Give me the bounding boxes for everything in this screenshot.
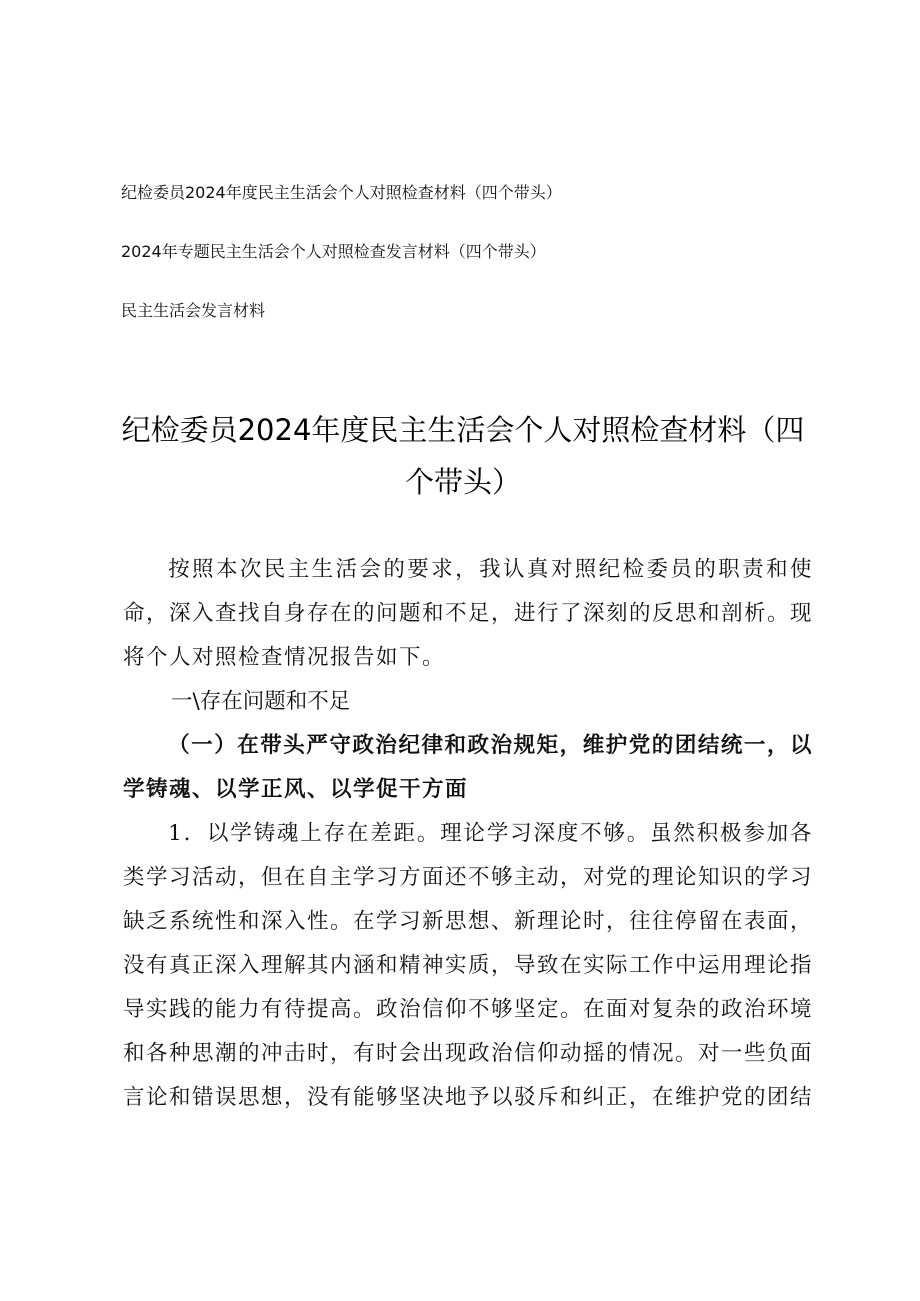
related-document-title: 2024年专题民主生活会个人对照检查发言材料（四个带头） — [121, 242, 546, 261]
body-paragraph: 1．以学铸魂上存在差距。理论学习深度不够。虽然积极参加各类学习活动，但在自主学习方面还不够主动，对党的理论知识的学习缺乏系统性和深入性。在学习新思想、新理论时，往往停留在表面，没有真正深入理解其内涵和精神实质，导致在实际工作中运用理论指导实践的能力有待提高。政治信仰不够坚定。在面对复杂的政治环境和各种思潮的冲击时，有时会出现政治信仰动摇的情况。对一些负面言论和错误思想，没有能够坚决地予以驳斥和纠正，在维护党的团结 — [123, 821, 814, 1110]
intro-paragraph: 按照本次民主生活会的要求，我认真对照纪检委员的职责和使命，深入查找自身存在的问题和不足，进行了深刻的反思和剖析。现将个人对照检查情况报告如下。 — [123, 557, 814, 670]
section-heading: 一\存在问题和不足 — [171, 689, 351, 714]
document-body — [123, 548, 813, 1120]
related-document-title: 纪检委员2024年度民主生活会个人对照检查材料（四个带头） — [121, 183, 562, 202]
document-title: 纪检委员2024年度民主生活会个人对照检查材料（四个带头） — [121, 413, 805, 499]
related-document-title: 民主生活会发言材料 — [121, 301, 266, 320]
related-documents-list — [121, 182, 821, 359]
subsection-heading: （一）在带头严守政治纪律和政治规矩，维护党的团结统一，以学铸魂、以学正风、以学促干方面 — [123, 733, 813, 802]
